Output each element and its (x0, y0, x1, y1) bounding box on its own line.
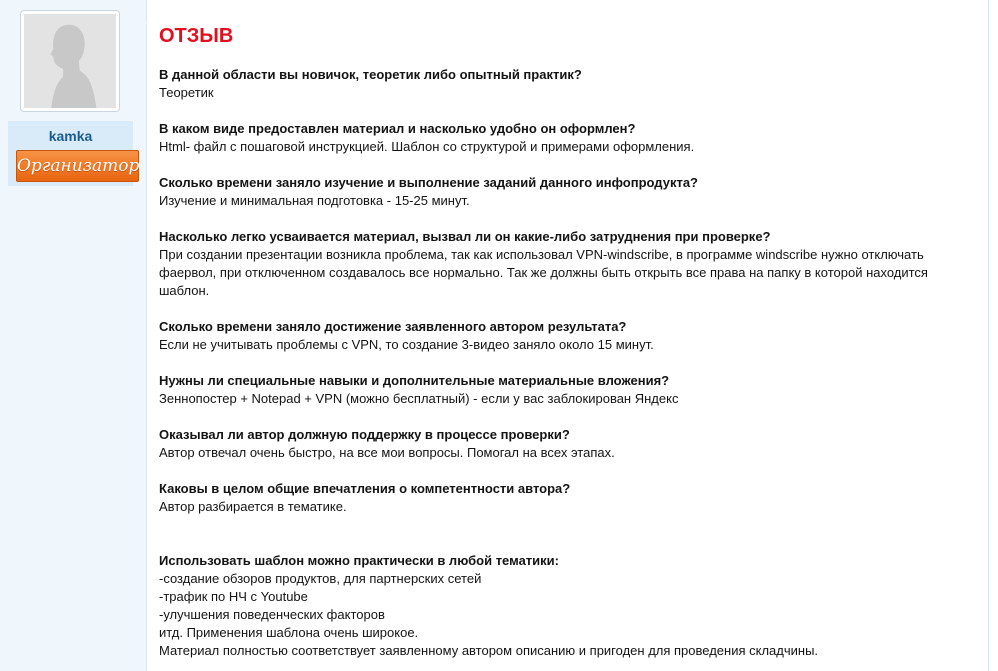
default-avatar-silhouette-icon (24, 14, 116, 108)
answer-text: Зеннопостер + Notepad + VPN (можно бесплатный) - если у вас заблокирован Яндекс (159, 391, 679, 406)
user-info-column (0, 0, 147, 671)
summary-line: -улучшения поведенческих факторов (159, 607, 385, 622)
answer-text: Html- файл с пошаговой инструкцией. Шаблон со структурой и примерами оформления. (159, 139, 695, 154)
question-text: В каком виде предоставлен материал и насколько удобно он оформлен? (159, 121, 636, 136)
qa-block (159, 120, 979, 156)
question-text: Сколько времени заняло изучение и выполнение заданий данного инфопродукта? (159, 175, 698, 190)
question-text: Нужны ли специальные навыки и дополнительные материальные вложения? (159, 373, 670, 388)
summary-line: итд. Применения шаблона очень широкое. (159, 625, 419, 640)
question-text: Насколько легко усваивается материал, вызвал ли он какие-либо затруднения при проверке? (159, 229, 771, 244)
summary-line: -создание обзоров продуктов, для партнерских сетей (159, 571, 482, 586)
post-pointer-arrow (146, 14, 155, 32)
post-right-border (988, 0, 989, 671)
question-text: Сколько времени заняло достижение заявленного автором результата? (159, 319, 627, 334)
question-text: Каковы в целом общие впечатления о компетентности автора? (159, 481, 571, 496)
username-link[interactable]: kamka (48, 128, 93, 144)
user-role-badge: Организатор (16, 150, 139, 182)
summary-line: Материал полностью соответствует заявленному автором описанию и пригоден для проведения складчины. (159, 643, 819, 658)
answer-text: Автор отвечал очень быстро, на все мои вопросы. Помогал на всех этапах. (159, 445, 615, 460)
summary-line: -трафик по НЧ с Youtube (159, 589, 308, 604)
answer-text: При создании презентации возникла проблема, так как использовал VPN-windscribe, в программе windscribe нужно отключать фаервол, при отключенном создавалось все нормально. Так же должны быть открыть все права на папку в которой находится шаблон. (159, 247, 928, 298)
question-text: В данной области вы новичок, теоретик либо опытный практик? (159, 67, 582, 82)
question-text: Оказывал ли автор должную поддержку в процессе проверки? (159, 427, 570, 442)
qa-block (159, 228, 979, 300)
answer-text: Изучение и минимальная подготовка - 15-25 минут. (159, 193, 470, 208)
answer-text: Если не учитывать проблемы с VPN, то создание 3-видео заняло около 15 минут. (159, 337, 654, 352)
qa-block (159, 174, 979, 210)
answer-text: Автор разбирается в тематике. (159, 499, 347, 514)
qa-block (159, 372, 979, 408)
review-title: ОТЗЫВ (159, 25, 234, 47)
final-summary (159, 552, 979, 660)
summary-heading: Использовать шаблон можно практически в любой тематики: (159, 553, 559, 568)
qa-block (159, 318, 979, 354)
qa-block (159, 66, 979, 102)
qa-block (159, 480, 979, 516)
answer-text: Теоретик (159, 85, 214, 100)
qa-block (159, 426, 979, 462)
post-content (159, 24, 979, 660)
avatar[interactable] (20, 10, 120, 112)
